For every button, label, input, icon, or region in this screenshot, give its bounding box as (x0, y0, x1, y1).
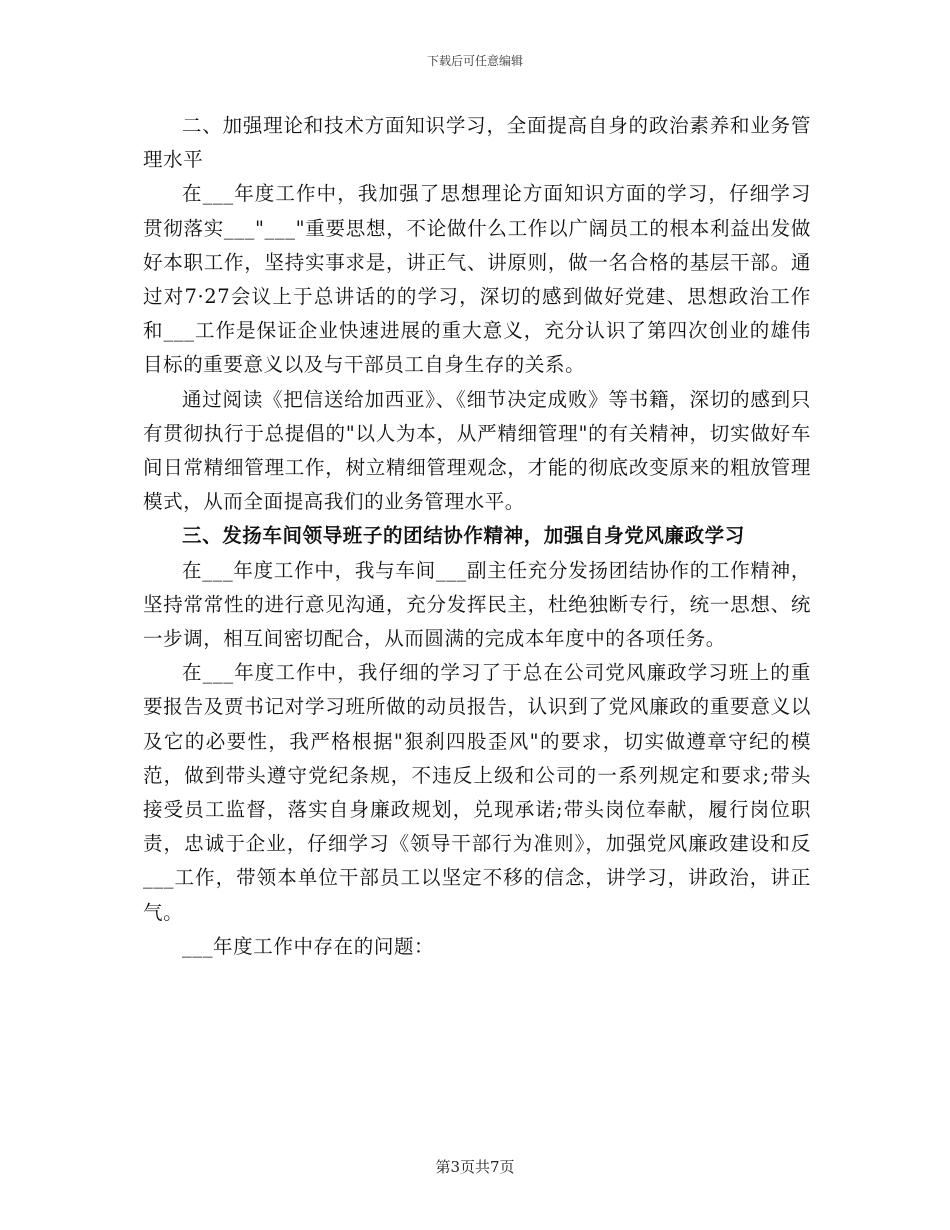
page-number: 第3页共7页 (435, 1158, 515, 1176)
document-body (143, 109, 811, 964)
paragraph: 在___年度工作中，我加强了思想理论方面知识方面的学习，仔细学习贯彻落实___"___"重要思想，不论做什么工作以广阔员工的根本利益出发做好本职工作，坚持实事求是，讲正气、讲原则，做一名合格的基层干部。通过对7·27会议上于总讲话的的学习，深切的感到做好党建、思想政治工作和___工作是保证企业快速进展的重大意义，充分认识了第四次创业的雄伟目标的重要意义以及与干部员工自身生存的关系。 (143, 182, 811, 377)
paragraph: 通过阅读《把信送给加西亚》、《细节决定成败》等书籍，深切的感到只有贯彻执行于总提倡的"以人为本，从严精细管理"的有关精神，切实做好车间日常精细管理工作，树立精细管理观念，才能的彻底改变原来的粗放管理模式，从而全面提高我们的业务管理水平。 (143, 387, 811, 514)
paragraph: 在___年度工作中，我仔细的学习了于总在公司党风廉政学习班上的重要报告及贾书记对学习班所做的动员报告，认识到了党风廉政的重要意义以及它的必要性，我严格根据"狠刹四股歪风"的要求，切实做遵章守纪的模范，做到带头遵守党纪条规，不违反上级和公司的一系列规定和要求;带头接受员工监督，落实自身廉政规划，兑现承诺;带头岗位奉献，履行岗位职责，忠诚于企业，仔细学习《领导干部行为准则》，加强党风廉政建设和反___工作，带领本单位干部员工以坚定不移的信念，讲学习，讲政治，讲正气。 (143, 661, 811, 924)
paragraph: 在___年度工作中，我与车间___副主任充分发扬团结协作的工作精神，坚持常常性的进行意见沟通，充分发挥民主，杜绝独断专行，统一思想、统一步调，相互间密切配合，从而圆满的完成本年度中的各项任务。 (143, 558, 811, 651)
section-heading-three: 三、发扬车间领导班子的团结协作精神，加强自身党风廉政学习 (182, 524, 745, 548)
section-heading-two: 二、加强理论和技术方面知识学习，全面提高自身的政治素养和业务管理水平 (143, 114, 811, 172)
paragraph: ___年度工作中存在的问题： (182, 934, 435, 958)
header-note: 下载后可任意编辑 (426, 54, 523, 68)
